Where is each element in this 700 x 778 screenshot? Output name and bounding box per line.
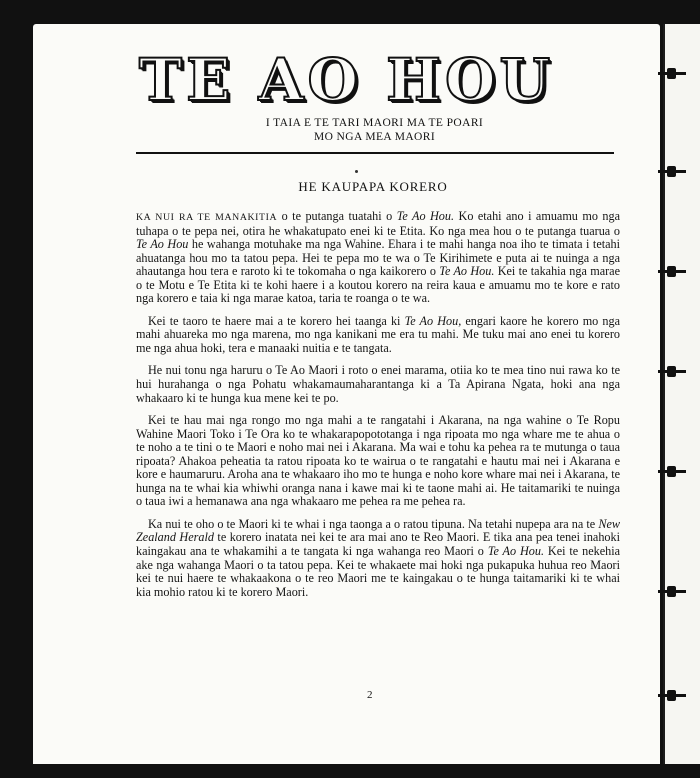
masthead: [33, 46, 660, 144]
masthead-subtitle-line-1: I TAIA E TE TARI MAORI MA TE POARI: [265, 117, 484, 129]
binding-stitch: [658, 694, 686, 697]
paragraph-2-italic-a: Te Ao Hou,: [404, 313, 462, 328]
paragraph-5: [136, 518, 620, 599]
paragraph-1-italic-c: Te Ao Hou.: [439, 264, 495, 279]
binding-stitch: [658, 170, 686, 173]
paragraph-1-text-c: he wahanga motuhake ma nga Wahine. Ehara i te mahi hanga noa iho te timata i tetahi ahuatanga hou mo ta tatou pepa. Hei te pepa mo te wa o Te Kirihimete e puta ai te nuinga a nga ahautanga hou tera e raroto ki te tokomaha o nga kaikorero o: [136, 237, 620, 279]
paragraph-5-text-b: te korero inatata nei kei te ara mai ano te Reo Maori. E tika ana pea tenei inahoki kaingakau ana te whakamihi a te tangata ki nga wahanga reo Maori o: [136, 530, 620, 559]
paragraph-1-italic-a: Te Ao Hou.: [396, 209, 455, 223]
binding-stitch: [658, 470, 686, 473]
paragraph-2-text-b: engari kaore he korero mo nga mahi ahuareka mo nga marena, mo nga kanikani me era tu mahi. Me tuku mai ano enei tu korero me nga ahua hoki, tera e manaaki nuitia e te tangata.: [136, 313, 620, 355]
article-heading: HE KAUPAPA KORERO: [298, 179, 448, 194]
paragraph-2-text-a: Kei te taoro te haere mai a te korero hei taanga ki: [148, 313, 405, 328]
masthead-title: TE AO HOU: [138, 46, 555, 114]
paragraph-5-italic-b: Te Ao Hou.: [487, 544, 545, 559]
ornament-dot: [355, 170, 358, 173]
adjacent-page-edge: [663, 24, 700, 764]
paragraph-3: He nui tonu nga haruru o Te Ao Maori i roto o enei marama, otiia ko te mea tino nui rawa ko te hui hurahanga o nga Pohatu whakamaumaharantanga ki a Ta Apirana Ngata, hoki ana nga whakaaro ki te hunga kua mene kei te po.: [136, 363, 620, 405]
binding-stitch: [658, 370, 686, 373]
paragraph-2: [136, 315, 620, 356]
masthead-rule: [136, 152, 614, 154]
binding-stitch: [658, 270, 686, 273]
magazine-page: [33, 24, 660, 764]
paragraph-1-text-a: o te putanga tuatahi o: [277, 209, 397, 223]
paragraph-5-italic-a: New Zealand Herald: [136, 516, 620, 545]
paragraph-1: [136, 210, 620, 306]
paragraph-5-text-a: Ka nui te oho o te Maori ki te whai i nga taonga a o ratou tipuna. Na tetahi nupepa ara na te: [148, 516, 599, 531]
binding-stitch: [658, 72, 686, 75]
paragraph-1-text-b: Ko etahi ano i amuamu mo nga tuhapa o te pepa nei, otira he whakatupato enei ki te Etita. Ko nga mea hou o te putanga tuarua o: [136, 209, 621, 238]
masthead-subtitle: [33, 116, 660, 144]
paragraph-1-text-d: Kei te takahia nga marae o te Motu e Te Etita ki te kohi haere i a koutou korero na reira kaua e amuamu mo te kore e rato nga korero e taia ki nga marae katoa, taria te roanga o te wa.: [136, 264, 620, 306]
masthead-subtitle-line-2: MO NGA MEA MAORI: [313, 131, 436, 143]
opening-smallcaps: KA NUI RA TE MANAKITIA: [136, 212, 278, 223]
paragraph-4: Kei te hau mai nga rongo mo nga mahi a te rangatahi i Akarana, na nga wahine o Te Ropu Wahine Maori Toko i Te Ora ko te whakarapopototanga i nga ripoata mo nga whare me te ahua o te noho a te tini o te Maori e noho mai nei i Akarana. Ma wai e tohu ka pehea ra te mutunga o taua ripoata? Ahakoa peheatia ta ratou ripoata ko te wairua o te rangatahi e hautu mai nei i Akarana e kore e haumaruru. Aroha ana te whakaaro iho mo te hunga e noho kore whare mai nei i Akarana, te hunga na te whai kia whiwhi oranga nana i kawe mai ki te taone mahi ai. He taitamariki te nuinga o taua iwi a hemanawa ana nga whakaaro me pehea ra me pehea ra.: [136, 413, 620, 509]
binding-stitch: [658, 590, 686, 593]
page-number: 2: [367, 689, 373, 701]
paragraph-1-italic-b: Te Ao Hou: [136, 237, 189, 252]
article-body: [136, 210, 620, 608]
paragraph-5-text-c: Kei te nekehia ake nga wahanga Maori o ta tatou pepa. Kei te whakaete mai hoki nga pukapuka huhua reo Maori kei te nui haere te whakaakona o te reo Maori me te kaingakau o te hunga taitamariki ki te whai kia mohio ratou ki te korero Maori.: [136, 544, 621, 599]
